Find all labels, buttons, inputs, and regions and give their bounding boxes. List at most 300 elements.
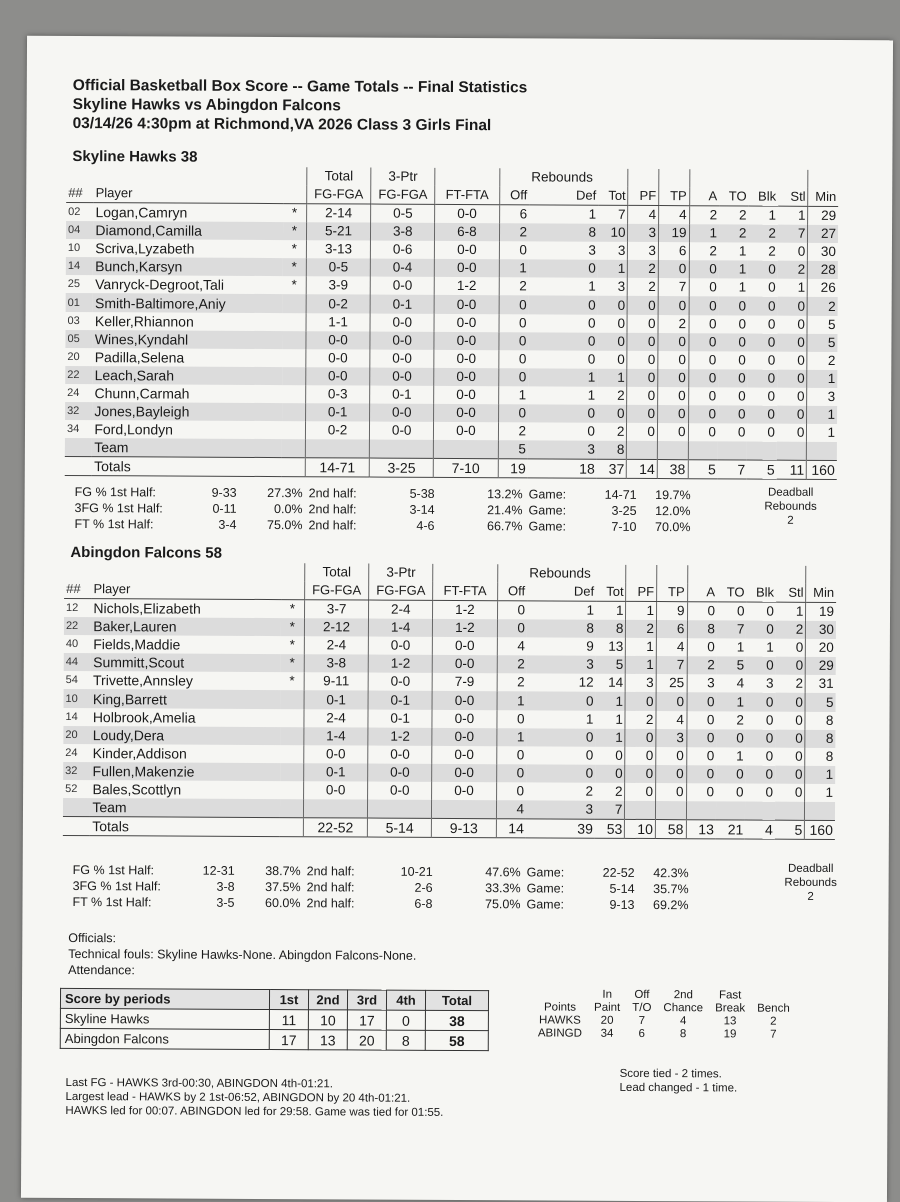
pct-cell: 9-13 <box>609 897 635 912</box>
points-head: Paint <box>594 1001 621 1014</box>
header-matchup: Skyline Hawks vs Abingdon Falcons <box>72 95 341 115</box>
stat-cell: 0 <box>689 297 719 315</box>
stat-cell: 2 <box>719 224 749 242</box>
pct-cell: 19.7% <box>655 488 691 503</box>
col-pf: PF <box>626 583 657 602</box>
stat-cell: 12 <box>578 675 594 691</box>
total-cell: 9-13 <box>432 818 496 837</box>
cell <box>717 565 747 583</box>
stat-cell: 30 <box>806 621 836 639</box>
pct-cell: Game: <box>526 881 565 896</box>
stat-cell: 0 <box>736 603 745 619</box>
period-head: 2nd <box>308 990 347 1010</box>
points-cell: 8 <box>679 1028 687 1041</box>
pct-cell: 3-5 <box>216 895 235 910</box>
stat-cell: 0 <box>688 351 718 369</box>
stat-cell: 7 <box>595 801 625 820</box>
pct-cell: 66.7% <box>486 519 523 534</box>
stat-cell: 1 <box>768 207 777 223</box>
total-cell: 10 <box>625 820 656 839</box>
period-cell: 0 <box>386 1010 425 1030</box>
stat-cell: 0 <box>718 333 748 351</box>
stat-cell: 1 <box>795 603 804 619</box>
points-head: 2nd <box>673 989 693 1002</box>
points-head <box>751 990 796 1003</box>
stat-cell: 2 <box>628 260 659 278</box>
stat-cell: 0-0 <box>368 763 432 781</box>
player-number: 01 <box>66 293 93 311</box>
pct-cell: 47.6% <box>485 865 521 880</box>
stat-cell: 2-4 <box>369 600 433 619</box>
stat-cell: 1 <box>626 656 657 674</box>
player-number: 02 <box>68 206 81 219</box>
col-a: A <box>689 187 719 206</box>
stat-cell: 0-0 <box>370 277 434 295</box>
stat-cell: 0-0 <box>434 386 498 404</box>
stat-cell: 1 <box>807 424 837 442</box>
stat-cell: 1 <box>736 748 744 764</box>
stat-cell: 0 <box>656 747 687 765</box>
stat-cell: 0 <box>795 748 803 764</box>
box-score-grid <box>63 562 836 840</box>
player-number: 10 <box>67 242 81 255</box>
stat-cell: 0 <box>777 333 807 351</box>
stat-cell: 0 <box>499 314 529 332</box>
player-name: Keller,Rhiannon <box>94 312 194 330</box>
stat-cell: 4 <box>497 637 527 655</box>
cell <box>305 439 369 458</box>
player-name: King,Barrett <box>91 690 281 709</box>
total-cell: 14-71 <box>305 458 369 477</box>
shooting-percentages-falcons <box>72 862 832 914</box>
stat-cell: 0 <box>658 260 689 278</box>
stat-cell: 7 <box>778 225 808 243</box>
total-cell: 53 <box>595 819 625 838</box>
stat-cell: 1 <box>597 369 627 387</box>
pct-cell: Game: <box>528 487 567 502</box>
stat-cell: 1 <box>498 386 528 404</box>
stat-cell: 3-8 <box>304 654 368 672</box>
pct-cell: 2nd half: <box>306 880 355 895</box>
stat-cell: 1 <box>586 602 595 618</box>
stat-cell: 1-1 <box>306 313 370 331</box>
pct-cell: 6-8 <box>414 896 433 911</box>
stat-cell: 0 <box>627 351 658 369</box>
period-head: Total <box>425 990 488 1010</box>
stat-cell: 2 <box>807 352 837 370</box>
pct-cell: FT % 1st Half: <box>74 516 154 532</box>
player-number: 03 <box>67 314 80 327</box>
col-blk: Blk <box>747 584 777 603</box>
cell <box>303 799 367 818</box>
stat-cell: 0 <box>795 712 803 728</box>
stat-cell: 0 <box>497 619 527 637</box>
pct-cell: 33.3% <box>485 881 521 896</box>
stat-cell: 2 <box>499 223 529 241</box>
stat-cell: 0-0 <box>304 745 368 763</box>
stat-cell: 0 <box>738 316 747 332</box>
col-group-3ptr: 3-Ptr <box>369 564 433 582</box>
col-fg3: FG-FGA <box>371 186 435 205</box>
stat-cell: 0-1 <box>370 385 434 403</box>
points-head: Bench <box>757 1002 790 1015</box>
stat-cell: 0-0 <box>434 350 498 368</box>
cell <box>749 170 779 188</box>
player-number: 20 <box>63 726 90 744</box>
pct-cell: 21.4% <box>487 503 523 518</box>
col-num: ## <box>66 184 93 203</box>
pct-cell: Game: <box>528 503 567 518</box>
stat-cell: 0-1 <box>304 691 368 709</box>
cell <box>655 801 686 820</box>
player-number: 12 <box>66 601 79 615</box>
stat-cell: 5 <box>498 440 528 459</box>
stat-cell: 2 <box>768 243 776 259</box>
stat-cell: 1-2 <box>368 655 432 673</box>
team-label: Team <box>92 438 282 458</box>
stat-cell: 0 <box>499 296 529 314</box>
stat-cell: 0 <box>689 260 719 278</box>
stat-cell: 0 <box>775 693 805 711</box>
player-name: Holbrook,Amelia <box>92 708 196 726</box>
stat-cell: 0-0 <box>370 422 434 440</box>
cell <box>65 438 92 457</box>
stat-cell: 0 <box>688 333 718 351</box>
stat-cell: 0 <box>686 765 716 783</box>
stat-cell: 10 <box>598 224 628 242</box>
stat-cell: 25 <box>656 674 687 692</box>
team-title: Abingdon Falcons 58 <box>70 543 223 562</box>
pct-cell: 3-4 <box>218 517 237 532</box>
stat-cell: 0-0 <box>432 709 496 727</box>
pct-cell: 0.0% <box>274 502 303 517</box>
pct-cell: Game: <box>526 865 565 880</box>
stat-cell: 4 <box>628 205 659 224</box>
col-to: TO <box>717 583 747 602</box>
stat-cell: 0 <box>767 388 776 404</box>
stat-cell: 31 <box>805 675 835 693</box>
stat-cell: 0 <box>527 692 596 710</box>
totals-row <box>65 457 837 480</box>
col-group-total: Total <box>305 563 369 581</box>
period-head: 3rd <box>347 990 386 1010</box>
player-number: 24 <box>67 386 80 400</box>
pct-cell: 7-10 <box>611 519 637 534</box>
total-cell: 7 <box>718 460 748 479</box>
stat-cell: 1 <box>497 692 527 710</box>
col-group-3ptr: 3-Ptr <box>371 168 435 186</box>
stat-cell: 0 <box>689 315 719 333</box>
pct-cell: 60.0% <box>265 895 301 911</box>
player-number: 34 <box>66 423 80 436</box>
stat-cell: 3 <box>766 676 774 692</box>
stat-cell: 0 <box>797 244 806 260</box>
player-number: 25 <box>67 278 81 291</box>
stat-cell: 0 <box>627 423 658 441</box>
stat-cell: 0 <box>656 783 687 801</box>
player-name: Scriva,Lyzabeth <box>95 240 195 257</box>
totals-row <box>63 817 835 840</box>
player-number: 20 <box>67 350 80 363</box>
stat-cell: 8 <box>805 729 835 747</box>
starter-mark <box>282 331 306 349</box>
stat-cell: 0 <box>746 729 776 747</box>
stat-cell: 0 <box>496 764 526 782</box>
stat-cell: 0-0 <box>434 404 498 422</box>
stat-cell: 0 <box>738 388 746 404</box>
player-number: 32 <box>63 762 90 780</box>
cell <box>719 169 749 187</box>
player-name: Fields,Maddie <box>93 636 181 653</box>
stat-cell: 0 <box>627 333 658 351</box>
stat-cell: 0 <box>747 406 777 424</box>
pct-cell: 13.2% <box>487 487 523 502</box>
pct-cell: 22-52 <box>602 865 635 880</box>
stat-cell: 0 <box>658 369 689 387</box>
player-name: Bunch,Karsyn <box>93 257 283 276</box>
player-number: 04 <box>66 221 93 239</box>
stat-cell: 1-4 <box>304 727 368 745</box>
stat-cell: 0 <box>528 332 597 350</box>
stat-cell: 2 <box>776 621 806 639</box>
player-number: 40 <box>65 638 79 651</box>
stat-cell: 26 <box>808 279 838 297</box>
player-number: 14 <box>65 710 78 723</box>
stat-cell: 0 <box>657 423 688 441</box>
box-score-sheet <box>21 36 893 1202</box>
stat-cell: 0 <box>627 405 658 423</box>
stat-cell: 30 <box>808 243 838 261</box>
stat-cell: 1 <box>615 711 623 727</box>
stat-cell: 0 <box>498 350 528 368</box>
stat-cell: 19 <box>806 602 836 621</box>
stat-cell: 0 <box>687 693 717 711</box>
col-ft: FT-FTA <box>433 582 497 601</box>
starter-mark: * <box>289 673 295 689</box>
stat-cell: 0 <box>625 747 656 765</box>
pct-cell: 2nd half: <box>308 518 357 533</box>
cell <box>282 458 306 477</box>
cell <box>627 441 658 460</box>
pct-cell: 0-11 <box>212 501 237 516</box>
total-cell: 18 <box>528 459 597 478</box>
cell <box>689 169 719 187</box>
pct-cell: 2nd half: <box>308 502 357 517</box>
stat-cell: 3-13 <box>306 240 370 258</box>
col-num: ## <box>64 580 91 599</box>
stat-cell: 0 <box>686 711 716 729</box>
stat-cell: 0-0 <box>370 331 434 349</box>
stat-cell: 2 <box>778 261 808 279</box>
total-cell: 21 <box>716 820 746 839</box>
points-head: Chance <box>663 1002 704 1015</box>
stat-cell: 2-12 <box>304 618 368 636</box>
cell <box>808 170 838 188</box>
total-cell: 14 <box>496 819 526 838</box>
cell <box>628 169 659 187</box>
player-name: Smith-Baltimore,Aniy <box>93 294 283 313</box>
stat-cell: 8 <box>805 711 835 729</box>
stat-cell: 2 <box>616 424 625 440</box>
starter-mark: * <box>289 601 296 617</box>
cell <box>775 802 805 821</box>
stat-cell: 2 <box>625 710 656 728</box>
cell <box>281 563 305 581</box>
player-name: Vanryck-Degroot,Tali <box>95 276 225 294</box>
lead-notes: Score tied - 2 times. Lead changed - 1 time. <box>619 1067 738 1095</box>
stat-cell: 0-0 <box>368 637 432 655</box>
pct-cell: 38.7% <box>265 863 301 879</box>
starter-mark: * <box>291 277 297 293</box>
stat-cell: 2 <box>687 656 717 674</box>
pct-cell: FT % 1st Half: <box>72 894 152 910</box>
pct-row <box>72 894 832 914</box>
starter-mark: * <box>291 205 298 221</box>
stat-cell: 5 <box>807 315 837 333</box>
pct-cell: 12-31 <box>202 863 235 878</box>
cell <box>434 440 498 459</box>
stat-cell: 1 <box>496 728 526 746</box>
stat-cell: 0 <box>598 296 628 314</box>
stat-cell: 2-14 <box>307 204 371 223</box>
stat-cell: 1 <box>807 406 837 424</box>
points-head <box>532 988 588 1001</box>
stat-cell: 0 <box>796 388 805 404</box>
stat-cell: 29 <box>808 206 838 225</box>
col-pf: PF <box>628 187 659 206</box>
pct-cell: 3FG % 1st Half: <box>74 500 163 516</box>
col-def: Def <box>529 186 598 205</box>
cell <box>282 439 306 458</box>
stat-cell: 0 <box>794 784 803 800</box>
points-cell: 34 <box>600 1027 614 1040</box>
col-stl: Stl <box>776 584 806 603</box>
cell <box>747 442 777 461</box>
stat-cell: 7-9 <box>432 673 496 691</box>
pct-cell: FG % 1st Half: <box>72 862 154 878</box>
pct-cell: 3-25 <box>611 503 637 518</box>
stat-cell: 3 <box>527 656 596 674</box>
stat-cell: 0 <box>658 297 689 315</box>
stat-cell: 0 <box>498 368 528 386</box>
stat-cell: 0 <box>768 280 776 296</box>
pct-cell: 3-8 <box>216 879 235 894</box>
period-cell: 17 <box>347 1010 386 1030</box>
cell <box>435 168 499 186</box>
cell <box>806 566 836 584</box>
stat-cell: 3 <box>626 674 657 692</box>
stat-cell: 0 <box>716 729 746 747</box>
stat-cell: 0 <box>617 315 626 331</box>
total-cell: 7-10 <box>434 459 498 478</box>
stat-cell: 0 <box>658 351 689 369</box>
stat-cell: 0-1 <box>304 763 368 781</box>
stat-cell: 0-0 <box>370 367 434 385</box>
stat-cell: 0-0 <box>368 781 432 799</box>
cell <box>598 169 628 187</box>
pct-cell: 70.0% <box>654 520 691 535</box>
points-head: T/O <box>632 1001 652 1015</box>
cell <box>659 169 690 187</box>
cell <box>92 562 282 581</box>
cell <box>66 166 93 184</box>
stat-cell: 0-4 <box>370 259 434 277</box>
stat-cell: 0 <box>498 404 528 422</box>
stat-cell: 1-2 <box>435 277 499 295</box>
points-head: Points <box>543 1001 577 1014</box>
stat-cell: 0-1 <box>368 709 432 727</box>
pct-cell: 75.0% <box>266 518 303 533</box>
total-cell: 5 <box>775 820 805 839</box>
stat-cell: 0 <box>735 784 744 800</box>
col-group-rebounds: Rebounds <box>531 169 593 185</box>
stat-cell: 5-21 <box>306 222 370 240</box>
cell <box>280 799 304 818</box>
stat-cell: 1-2 <box>433 600 497 619</box>
points-head: Break <box>715 1002 746 1015</box>
stat-cell: 2 <box>748 225 778 243</box>
stat-cell: 1 <box>587 387 596 403</box>
stat-cell: 0 <box>615 747 623 763</box>
stat-cell: 8 <box>687 620 717 638</box>
starter-mark: * <box>291 241 297 257</box>
player-name: Diamond,Camilla <box>93 221 283 240</box>
points-cell: 6 <box>638 1027 645 1040</box>
stat-cell: 2 <box>739 207 747 223</box>
col-stl: Stl <box>778 188 808 207</box>
stat-cell: 2 <box>615 783 623 799</box>
starter-mark: * <box>281 618 305 636</box>
player-number: 32 <box>65 402 92 420</box>
cell <box>63 798 90 817</box>
shooting-percentages-hawks <box>74 484 834 536</box>
stat-cell: 0-0 <box>435 204 499 223</box>
period-cell: 17 <box>269 1030 308 1050</box>
stat-cell: 0 <box>498 332 528 350</box>
starter-mark: * <box>280 654 304 672</box>
cell <box>369 440 433 459</box>
stat-cell: 3 <box>588 242 596 258</box>
stat-cell: 0 <box>777 370 807 388</box>
pct-row <box>74 516 834 536</box>
col-a: A <box>687 583 717 602</box>
total-cell: 39 <box>526 819 595 838</box>
cell <box>657 565 688 583</box>
stat-cell: 2-4 <box>304 636 368 654</box>
stat-cell: 0 <box>797 352 805 368</box>
pct-cell: 42.3% <box>653 866 689 881</box>
stat-cell: 0 <box>627 314 658 332</box>
header-date-venue: 03/14/26 4:30pm at Richmond,VA 2026 Class 3 Girls Final <box>72 114 492 135</box>
points-cell: HAWKS <box>539 1014 581 1027</box>
stat-cell: 2 <box>807 297 837 315</box>
stat-cell: 0 <box>797 316 805 332</box>
period-head: 4th <box>386 990 425 1010</box>
col-group-total: Total <box>307 167 371 185</box>
stat-cell: 0 <box>688 369 718 387</box>
stat-cell: 8 <box>596 620 626 638</box>
stat-cell: 0 <box>746 765 776 783</box>
pct-cell: 2-6 <box>414 880 433 895</box>
points-cell: 4 <box>679 1015 687 1028</box>
stat-cell: 1 <box>615 602 624 618</box>
stat-cell: 1 <box>738 279 747 295</box>
totals-label: Totals <box>90 817 280 837</box>
stat-cell: 0 <box>748 261 778 279</box>
stat-cell: 0 <box>718 405 748 423</box>
points-cell: 20 <box>600 1014 614 1027</box>
cell <box>283 185 307 204</box>
